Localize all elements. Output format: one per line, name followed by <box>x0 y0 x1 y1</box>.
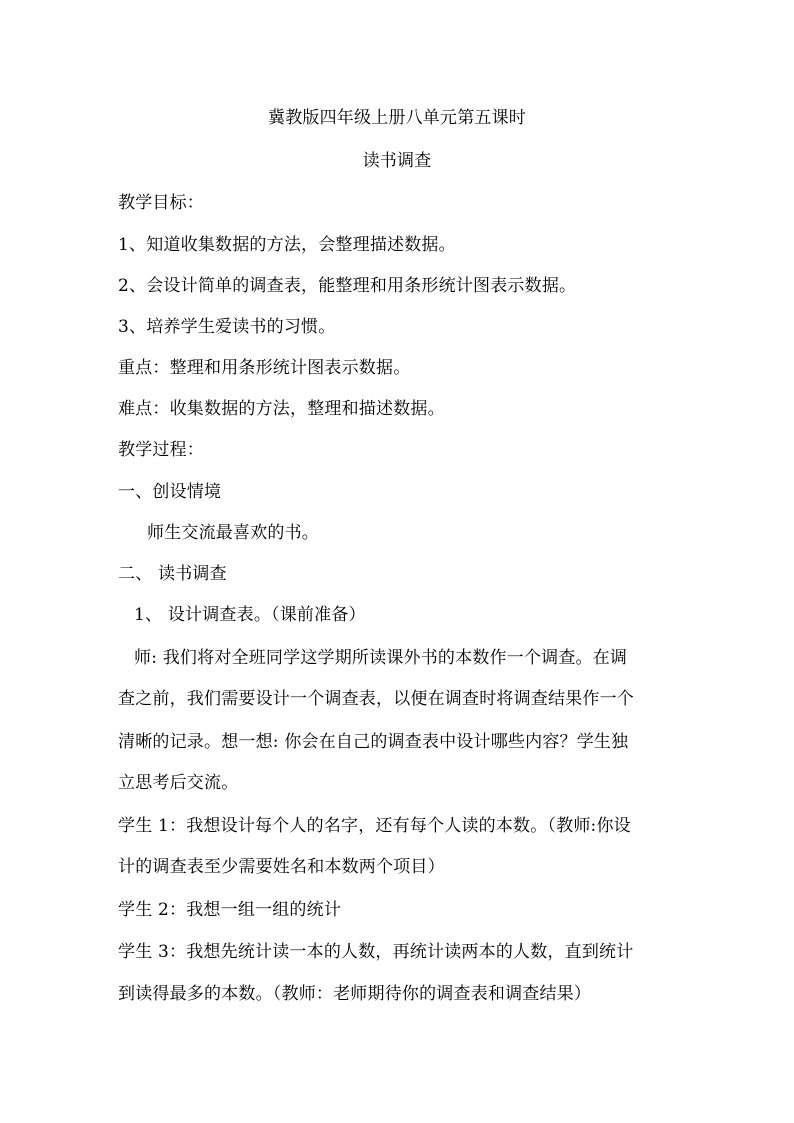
student-3-line: 学生 3：我想先统计读一本的人数，再统计读两本的人数，直到统计 <box>118 942 634 962</box>
student-1-line-continued: 计的调查表至少需要姓名和本数两个项目） <box>118 857 445 877</box>
student-2-line: 学生 2：我想一组一组的统计 <box>118 900 342 920</box>
paragraph-line: 立思考后交流。 <box>118 773 239 793</box>
subsection-1-heading: 1、 设计调查表。（课前准备） <box>134 605 366 625</box>
goal-item-1: 1、知道收集数据的方法，会整理描述数据。 <box>118 235 456 255</box>
section-1-text: 师生交流最喜欢的书。 <box>147 523 319 543</box>
section-1-heading: 一、创设情境 <box>118 482 222 502</box>
key-point-line: 重点：整理和用条形统计图表示数据。 <box>118 358 411 378</box>
paragraph-line: 师: 我们将对全班同学这学期所读课外书的本数作一个调查。在调 <box>134 648 628 668</box>
student-1-line: 学生 1：我想设计每个人的名字，还有每个人读的本数。（教师:你设 <box>118 816 631 836</box>
document-title: 冀教版四年级上册八单元第五课时 <box>268 108 526 128</box>
student-3-line-continued: 到读得最多的本数。（教师：老师期待你的调查表和调查结果） <box>118 984 592 1004</box>
document-subtitle: 读书调查 <box>362 151 432 171</box>
paragraph-line: 清晰的记录。想一想: 你会在自己的调查表中设计哪些内容？学生独 <box>118 732 629 752</box>
paragraph-line: 查之前，我们需要设计一个调查表，以便在调查时将调查结果作一个 <box>118 689 634 709</box>
goal-item-3: 3、培养学生爱读书的习惯。 <box>118 317 336 337</box>
teaching-process-heading: 教学过程： <box>118 440 204 460</box>
goal-item-2: 2、会设计简单的调查表，能整理和用条形统计图表示数据。 <box>118 276 577 296</box>
difficult-point-line: 难点：收集数据的方法，整理和描述数据。 <box>118 399 445 419</box>
teaching-goals-heading: 教学目标： <box>118 193 204 213</box>
section-2-heading: 二、 读书调查 <box>118 564 227 584</box>
